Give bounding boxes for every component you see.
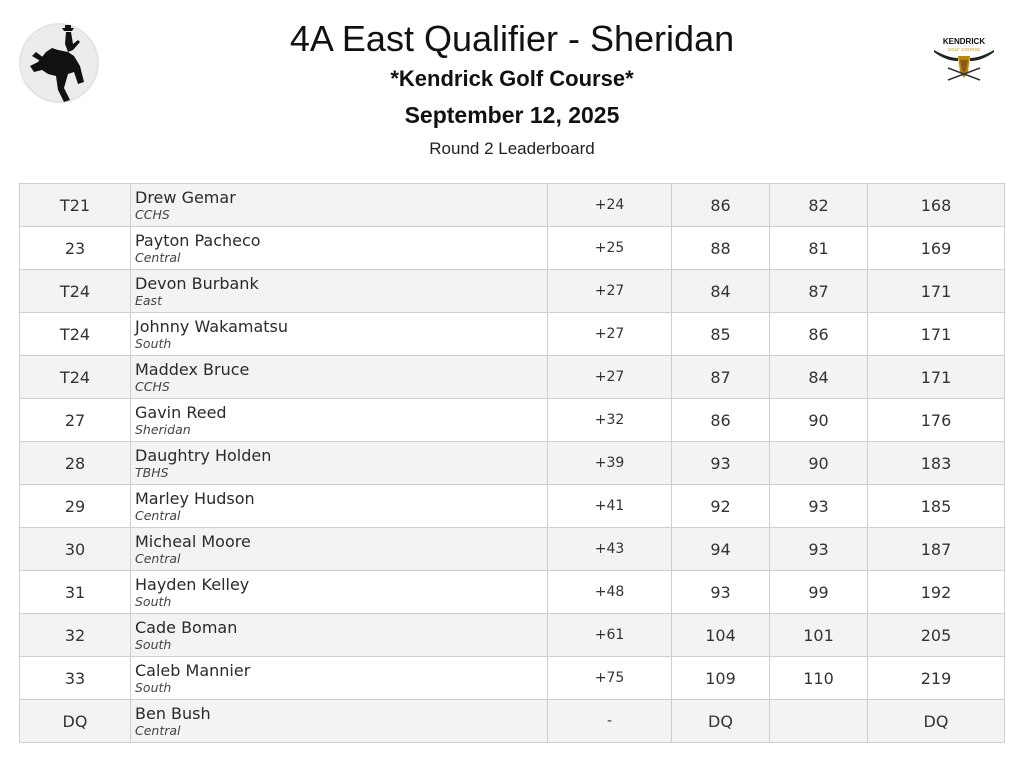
round1-score-cell: 84 — [672, 270, 770, 313]
to-par-cell: +27 — [548, 270, 672, 313]
player-school: Central — [135, 250, 181, 265]
leaderboard-body — [20, 184, 1005, 743]
round2-score-cell: 81 — [770, 227, 868, 270]
round2-score-cell: 90 — [770, 399, 868, 442]
round2-score-cell — [770, 700, 868, 743]
total-score-cell: 192 — [868, 571, 1005, 614]
player-name: Marley Hudson — [135, 489, 255, 508]
total-score-cell: 168 — [868, 184, 1005, 227]
to-par-cell: +27 — [548, 313, 672, 356]
player-school: South — [135, 594, 172, 609]
course-name: *Kendrick Golf Course* — [390, 66, 634, 91]
player-name: Caleb Mannier — [135, 661, 251, 680]
round1-score-cell: 94 — [672, 528, 770, 571]
player-school: CCHS — [135, 207, 170, 222]
round2-score-cell: 93 — [770, 485, 868, 528]
to-par-cell: +61 — [548, 614, 672, 657]
player-name: Hayden Kelley — [135, 575, 250, 594]
page-header — [0, 0, 1024, 180]
position-cell: T24 — [20, 270, 131, 313]
table-row — [20, 227, 1005, 270]
total-score-cell: 219 — [868, 657, 1005, 700]
player-name: Maddex Bruce — [135, 360, 250, 379]
round2-score-cell: 99 — [770, 571, 868, 614]
to-par-cell: +48 — [548, 571, 672, 614]
player-name: Payton Pacheco — [135, 231, 261, 250]
position-cell: T21 — [20, 184, 131, 227]
position-cell: T24 — [20, 356, 131, 399]
position-cell: 28 — [20, 442, 131, 485]
total-score-cell: 171 — [868, 270, 1005, 313]
table-row — [20, 485, 1005, 528]
table-row — [20, 356, 1005, 399]
round1-score-cell: 92 — [672, 485, 770, 528]
total-score-cell: 171 — [868, 356, 1005, 399]
player-cell — [131, 356, 548, 399]
player-school: TBHS — [135, 465, 169, 480]
player-cell — [131, 313, 548, 356]
player-cell — [131, 184, 548, 227]
round1-score-cell: 86 — [672, 184, 770, 227]
round2-score-cell: 86 — [770, 313, 868, 356]
table-row — [20, 700, 1005, 743]
player-school: Sheridan — [135, 422, 191, 437]
event-date: September 12, 2025 — [404, 102, 620, 128]
round1-score-cell: 86 — [672, 399, 770, 442]
logo-kendrick-text: KENDRICK — [942, 37, 986, 46]
position-cell: 29 — [20, 485, 131, 528]
position-cell: DQ — [20, 700, 131, 743]
player-name: Johnny Wakamatsu — [135, 317, 289, 336]
table-row — [20, 657, 1005, 700]
position-cell: 32 — [20, 614, 131, 657]
player-name: Cade Boman — [135, 618, 238, 637]
player-name: Micheal Moore — [135, 532, 251, 551]
round1-score-cell: 88 — [672, 227, 770, 270]
table-row — [20, 614, 1005, 657]
player-cell — [131, 485, 548, 528]
player-cell — [131, 442, 548, 485]
player-school: Central — [135, 723, 181, 738]
round1-score-cell: 87 — [672, 356, 770, 399]
table-row — [20, 528, 1005, 571]
player-name: Drew Gemar — [135, 188, 236, 207]
round1-score-cell: 85 — [672, 313, 770, 356]
round1-score-cell: 93 — [672, 442, 770, 485]
position-cell: 31 — [20, 571, 131, 614]
to-par-cell: +27 — [548, 356, 672, 399]
to-par-cell: +32 — [548, 399, 672, 442]
to-par-cell: +24 — [548, 184, 672, 227]
player-school: South — [135, 680, 172, 695]
total-score-cell: 185 — [868, 485, 1005, 528]
to-par-cell: +41 — [548, 485, 672, 528]
round1-score-cell: DQ — [672, 700, 770, 743]
to-par-cell: +39 — [548, 442, 672, 485]
player-school: East — [135, 293, 162, 308]
table-row — [20, 184, 1005, 227]
round2-score-cell: 101 — [770, 614, 868, 657]
position-cell: 23 — [20, 227, 131, 270]
round1-score-cell: 104 — [672, 614, 770, 657]
round-label: Round 2 Leaderboard — [429, 139, 595, 158]
to-par-cell: +75 — [548, 657, 672, 700]
total-score-cell: 169 — [868, 227, 1005, 270]
player-cell — [131, 399, 548, 442]
to-par-cell: +25 — [548, 227, 672, 270]
table-row — [20, 442, 1005, 485]
round2-score-cell: 84 — [770, 356, 868, 399]
round2-score-cell: 93 — [770, 528, 868, 571]
player-cell — [131, 571, 548, 614]
player-cell — [131, 227, 548, 270]
position-cell: T24 — [20, 313, 131, 356]
player-cell — [131, 528, 548, 571]
position-cell: 30 — [20, 528, 131, 571]
round2-score-cell: 87 — [770, 270, 868, 313]
player-school: South — [135, 637, 172, 652]
player-cell — [131, 270, 548, 313]
table-row — [20, 270, 1005, 313]
total-score-cell: 176 — [868, 399, 1005, 442]
to-par-cell: +43 — [548, 528, 672, 571]
player-school: Central — [135, 551, 181, 566]
player-school: CCHS — [135, 379, 170, 394]
table-row — [20, 399, 1005, 442]
player-name: Devon Burbank — [135, 274, 259, 293]
total-score-cell: 187 — [868, 528, 1005, 571]
kendrick-golf-logo-icon — [932, 36, 996, 86]
player-name: Daughtry Holden — [135, 446, 272, 465]
player-cell — [131, 700, 548, 743]
logo-golf-course-text: GOLF COURSE — [947, 47, 981, 52]
player-cell — [131, 614, 548, 657]
total-score-cell: 205 — [868, 614, 1005, 657]
player-school: Central — [135, 508, 181, 523]
page-title: 4A East Qualifier - Sheridan — [289, 18, 735, 59]
leaderboard-table — [19, 183, 1005, 743]
to-par-cell: - — [548, 700, 672, 743]
round2-score-cell: 82 — [770, 184, 868, 227]
player-school: South — [135, 336, 172, 351]
round2-score-cell: 110 — [770, 657, 868, 700]
round1-score-cell: 93 — [672, 571, 770, 614]
round2-score-cell: 90 — [770, 442, 868, 485]
total-score-cell: DQ — [868, 700, 1005, 743]
player-cell — [131, 657, 548, 700]
position-cell: 27 — [20, 399, 131, 442]
total-score-cell: 171 — [868, 313, 1005, 356]
player-name: Gavin Reed — [135, 403, 227, 422]
round1-score-cell: 109 — [672, 657, 770, 700]
table-row — [20, 313, 1005, 356]
table-row — [20, 571, 1005, 614]
total-score-cell: 183 — [868, 442, 1005, 485]
position-cell: 33 — [20, 657, 131, 700]
player-name: Ben Bush — [135, 704, 211, 723]
